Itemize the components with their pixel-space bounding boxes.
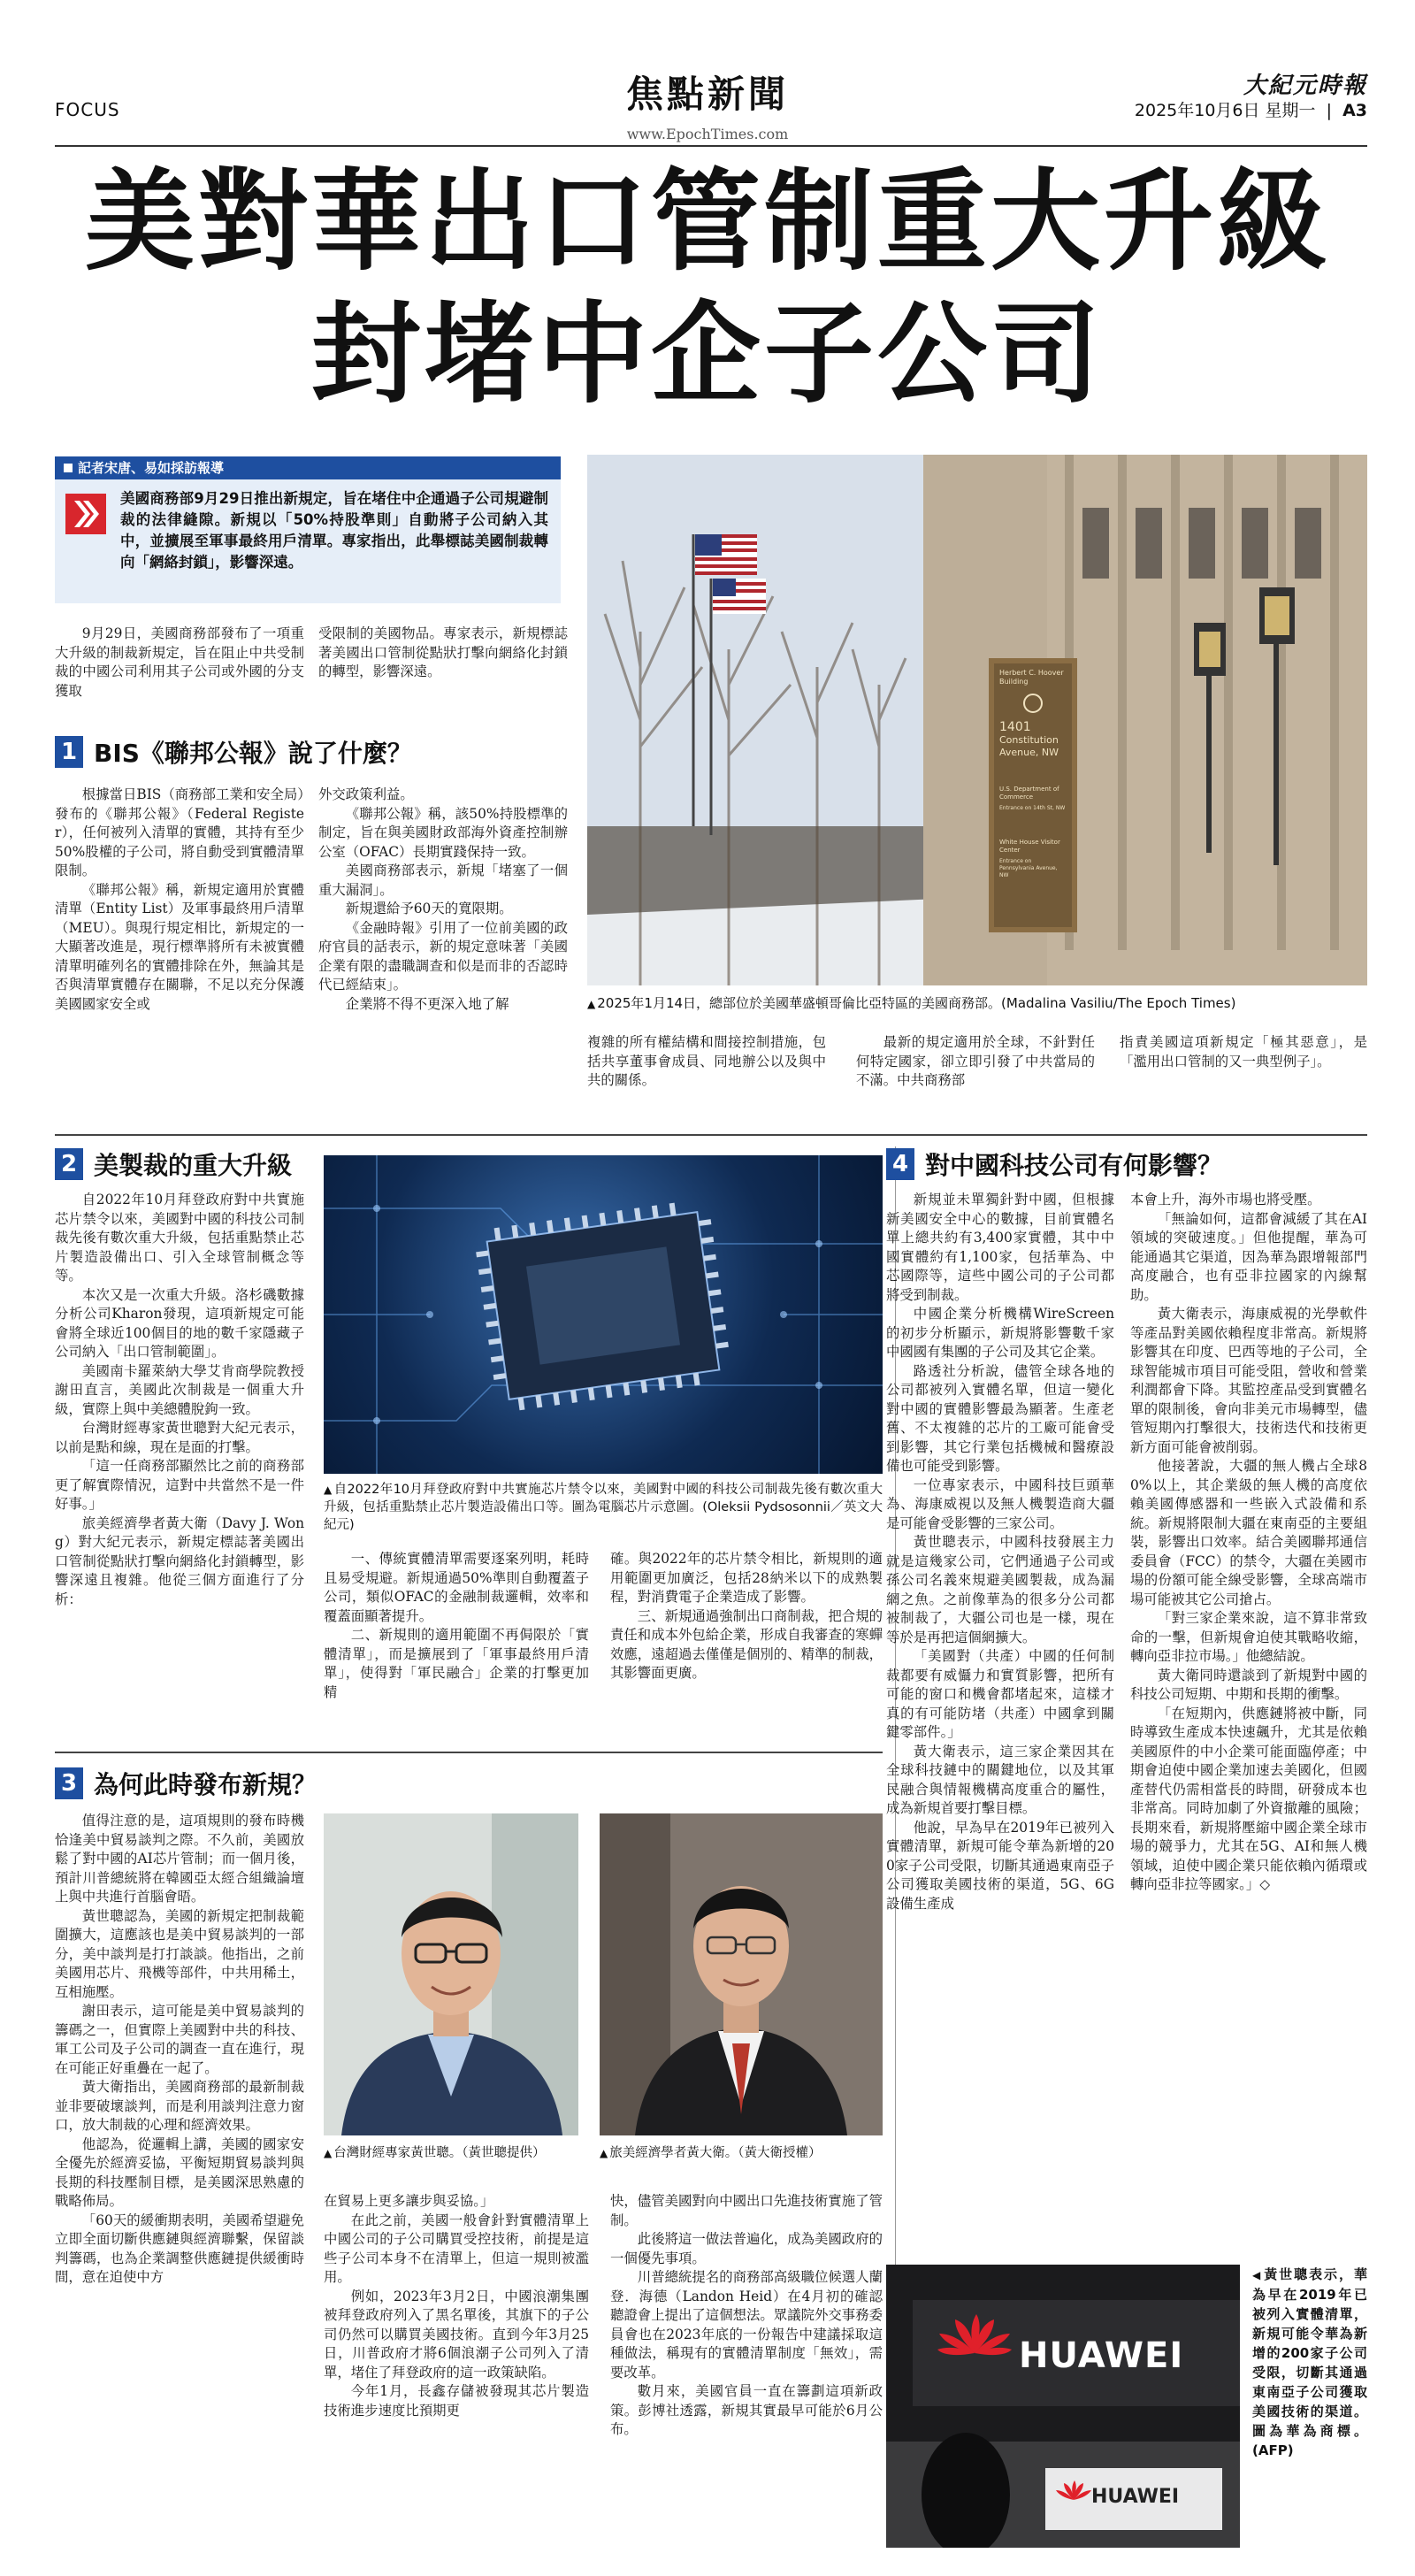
intro-col-1: 9月29日，美國商務部發布了一項重大升級的制裁新規定，旨在阻止中共受制裁的中國公司利用其子公司或外國的分支獲取 (55, 625, 304, 699)
building-sign (996, 665, 1070, 925)
sign-address-number: 1401 (999, 720, 1031, 734)
section-1-col-5: 指責美國這項新規定「極其惡意」，是「濫用出口管制的又一典型例子」。 (1120, 1034, 1367, 1070)
masthead-site-url: www.EpochTimes.com (626, 126, 789, 142)
masthead-divider: | (1326, 101, 1333, 120)
section-3-title: 為何此時發布新規？ (94, 1770, 317, 1799)
section-1-heading (55, 734, 412, 770)
caption-triangle-icon: ▲ (324, 1484, 333, 1496)
masthead-date-line (1026, 97, 1367, 121)
section-1-col-3: 複雜的所有權結構和間接控制措施，包括共享董事會成員、同地辦公以及與中共的關係。 (587, 1034, 826, 1088)
byline: 記者宋唐、易如採訪報導 (78, 460, 225, 476)
masthead-section-title: 焦點新聞 (625, 73, 789, 116)
sign-seal-icon (1023, 694, 1043, 713)
byline-bar (55, 456, 561, 479)
caption-triangle-icon: ▲ (324, 2147, 333, 2159)
section-4-col-1: 新規並未單獨針對中國，但根據新美國安全中心的數據，目前實體名單上總共約有3,400家實體，其中中國實體約有1,100家，包括華為、中芯國際等，這些中國公司的子公司都將受到制裁。 中國企業分析機構WireScreen的初步分析顯示，新規將影響數千家中國國有集團的子公司及其它企業。 路透社分析說，儘管全球各地的公司都被列入實體名單，但這一變化對中國的實體影響最為顯著。生產老舊、不太複雜的芯片的工廠可能會受到影響，其它行業包括機械和醫療設備也可能受到影響。 一位專家表示，中國科技巨頭華為、海康威視以及無人機製造商大疆是可能會受影響的三家公司。 黃世聰表示，中國科技發展主力就是這幾家公司，它們通過子公司或孫公司名義來規避美國製裁，成為漏網之魚。之前像華為的很多分公司都被制裁了，大疆公司也是一樣，現在等於是再把這個網擴大。 「美國對（共產）中國的任何制裁都要有威懾力和實質影響，把所有可能的窗口和機會都堵起來，這樣才真的有可能防堵（共產）中國拿到關鍵零部件。」 黃大衛表示，這三家企業因其在全球科技鏈中的關鍵地位，以及其軍民融合與情報機構高度重合的屬性，成為新規首要打擊目標。 他說，早為早在2019年已被列入實體清單，新規可能令華為新增的200家子公司受限，切斷其通過東南亞子公司獲取美國技術的渠道，5G、6G設備生產成 (886, 1192, 1114, 1912)
section-2-number: 2 (55, 1148, 83, 1180)
section-3-col-2: 在貿易上更多讓步與妥協。」 在此之前，美國一般會針對實體清單上中國公司的子公司購買受控技術，前提是這些子公司本身不在清單上，但這一規則被濫用。 例如，2023年3月2日，中國浪潮集團被拜登政府列入了黑名單後，其旗下的子公司仍然可以購買美國技術。直到今年3月25日，川普政府才將6個浪潮子公司列入了清單，堵住了拜登政府的這一政策缺陷。 今年1月，長鑫存儲被發現其芯片製造技術進步速度比預期更 (324, 2193, 589, 2419)
section-2-col-2: 一、傳統實體清單需要逐案列明，耗時且易受規避。新規通過50%準則自動覆蓋子公司，類似OFAC的金融制裁邏輯，效率和覆蓋面顯著提升。 二、新規則的適用範圍不再侷限於「實體清單」，而是擴展到了「軍事最終用戶清單」，使得對「軍民融合」企業的打擊更加精 (324, 1551, 589, 1700)
caption-triangle-icon: ▲ (600, 2147, 608, 2159)
headline-line-2: 封堵中企子公司 (310, 290, 1104, 418)
divider-mid (55, 1752, 883, 1753)
section-2-col-3: 確。與2022年的芯片禁令相比，新規則的適用範圍更加廣泛，包括28納米以下的成熟製程，對消費電子企業造成了影響。 三、新規通過強制出口商制裁，把合規的責任和成本外包給企業，形成自我審查的寒蟬效應，遠超過去僅僅是個別的、精準的制裁，其影響面更廣。 (610, 1551, 883, 1681)
portrait-1-caption: ▲ 台灣財經專家黃世聰。（黃世聰提供） (324, 2146, 546, 2160)
sign-entrance-2: Entrance on Pennsylvania Avenue, NW (999, 858, 1058, 878)
masthead-section-en: FOCUS (55, 99, 120, 120)
lede-box (55, 479, 561, 603)
section-1-title: BIS《聯邦公報》說了什麼？ (94, 739, 412, 768)
sign-visitor-center: White House Visitor Center (999, 839, 1060, 854)
sign-address-avenue: Avenue, NW (999, 747, 1059, 758)
portrait-huang-da-wei (600, 1813, 883, 2135)
chip-photo (324, 1155, 883, 1474)
huawei-photo-caption: ◀ 黃世聰表示，華為早在2019年已被列入實體清單，新規可能令華為新增的200家子公司受限，切斷其通過東南亞子公司獲取美國技術的渠道。圖為華為商標。(AFP) (1252, 2266, 1367, 2458)
huawei-store-sign: HUAWEI (1091, 2486, 1180, 2508)
section-3-number: 3 (55, 1767, 83, 1799)
intro-col-2: 受限制的美國物品。專家表示，新規標誌著美國出口管制從點狀打擊向網絡化封鎖的轉型，影響深遠。 (318, 625, 568, 679)
portrait-huang-shih-tsung (324, 1813, 578, 2135)
lede-text: 美國商務部9月29日推出新規定，旨在堵住中企通過子公司規避制裁的法律縫隙。新規以「50%持股準則」自動將子公司納入其中，並擴展至軍事最終用戶清單。專家指出，此舉標誌美國制裁轉向「網絡封鎖」，影響深遠。 (120, 490, 548, 571)
byline-square-icon (64, 464, 73, 472)
section-2-col-1: 自2022年10月拜登政府對中共實施芯片禁令以來，美國對中國的科技公司制裁先後有數次重大升級，包括重點禁止芯片製造設備出口、引入全球管制概念等等。 本次又是一次重大升級。洛杉磯數據分析公司Kharon發現，這項新規定可能會將全球近100個目的地的數千家隱藏子公司納入「出口管制範圍」。 美國南卡羅萊納大學艾肯商學院教授謝田直言，美國此次制裁是一個重大升級，實際上與中美總體脫鉤一致。 台灣財經專家黃世聰對大紀元表示，以前是點和線，現在是面的打擊。 「這一任商務部顯然比之前的商務部更了解實際情況，這對中共當然不是一件好事。」 旅美經濟學者黃大衛（Davy J. Wong）對大紀元表示，新規定標誌著美國出口管制從點狀打擊向網絡化封鎖轉型，影響深遠且複雜。他從三個方面進行了分析： (55, 1192, 304, 1607)
masthead-logo: 大紀元時報 (1243, 73, 1367, 99)
sign-entrance: Entrance on 14th St, NW (999, 805, 1066, 811)
section-4-number: 4 (886, 1148, 914, 1180)
section-2-heading (55, 1146, 292, 1182)
commerce-building-photo (587, 455, 1367, 985)
section-4-title: 對中國科技公司有何影響？ (925, 1151, 1223, 1180)
section-4-heading (886, 1146, 1222, 1182)
caption-triangle-left-icon: ◀ (1252, 2269, 1263, 2281)
masthead-date: 2025年10月6日 星期一 (1134, 101, 1316, 120)
sign-address-street: Constitution (999, 734, 1059, 746)
caption-triangle-icon: ▲ (587, 998, 596, 1010)
section-3-heading (55, 1766, 317, 1801)
portrait-2-caption: ▲ 旅美經濟學者黃大衛。（黃大衛授權） (600, 2146, 822, 2160)
section-1-col-1: 根據當日BIS（商務部工業和安全局）發布的《聯邦公報》（Federal Register），任何被列入清單的實體，其持有至少50%股權的子公司，將自動受到實體清單限制。 《聯邦公報》稱，新規定適用於實體清單（Entity List）及軍事最終用戶清單（MEU）。與現行規定相比，新規定的一大顯著改進是，現行標準將所有未被實體清單明確列名的實體排除在外，無論其是否與清單實體存在關聯，不足以充分保護美國國家安全或 (55, 786, 304, 1012)
section-4-col-2: 本會上升，海外市場也將受壓。 「無論如何，這都會減緩了其在AI領域的突破速度。」但他提醒，華為可能通過其它渠道，因為華為跟增報部門高度融合，也有亞非拉國家的內線幫助。 黃大衛表示，海康威視的光學軟件等產品對美國依賴程度非常高。新規將影響其在印度、巴西等地的子公司，全球智能城市項目可能受阻，營收和營業利潤都會下降。其監控產品受到實體名單的限制後，會向非美元市場轉型，儘管短期內打擊很大，技術迭代和技術更新方面可能會被削弱。 他接著說，大疆的無人機占全球80%以上，其企業級的無人機的高度依賴美國傳感器和一些嵌入式設備和系統。新規將限制大疆在東南亞的主要組裝，影響出口效率。結合美國聯邦通信委員會（FCC）的禁令，大疆在美國市場的份額可能全線受影響，全球高端市場可能被其它公司搶占。 「對三家企業來說，這不算非常致命的一擊，但新規會迫使其戰略收縮，轉向亞非拉市場。」他總結說。 黃大衛同時還談到了新規對中國的科技公司短期、中期和長期的衝擊。 「在短期內，供應鏈將被中斷，同時導致生產成本快速飆升，尤其是依賴美國原件的中小企業可能面臨停產；中期會迫使中國企業加速去美國化，但國產替代仍需相當長的時間，研發成本也非常高。同時加劇了外資撤離的風險；長期來看，新規將壓縮中國企業全球市場的競爭力，尤其在5G、AI和無人機領域，迫使中國企業只能依賴內循環或轉向亞非拉等國家。」◇ (1130, 1192, 1367, 1892)
sign-department: U.S. Department of Commerce (999, 786, 1059, 801)
section-1-col-4: 最新的規定適用於全球，不針對任何特定國家，卻立即引發了中共當局的不滿。中共商務部 (856, 1034, 1095, 1088)
commerce-photo-caption: ▲ 2025年1月14日，總部位於美國華盛頓哥倫比亞特區的美國商務部。(Madalina Vasiliu/The Epoch Times) (587, 995, 1236, 1011)
headline (0, 156, 1415, 421)
huawei-logo-text: HUAWEI (1019, 2335, 1184, 2376)
section-1-col-2: 外交政策利益。 《聯邦公報》稱，該50%持股標準的制定，旨在與美國財政部海外資產控制辦公室（OFAC）長期實踐保持一致。 美國商務部表示，新規「堵塞了一個重大漏洞」。 新規還給予60天的寬限期。 《金融時報》引用了一位前美國的政府官員的話表示，新的規定意味著「美國企業有限的盡職調查和似是而非的否認時代已經結束」。 企業將不得不更深入地了解 (318, 786, 568, 1012)
sign-building-name: Herbert C. Hoover Building (999, 669, 1064, 686)
section-1-number: 1 (55, 736, 83, 768)
huawei-photo (886, 2265, 1240, 2548)
masthead-page: A3 (1342, 101, 1367, 120)
masthead-rule (55, 145, 1367, 147)
section-2-title: 美製裁的重大升級 (94, 1151, 293, 1180)
divider-top (55, 1134, 1367, 1136)
section-3-col-1: 值得注意的是，這項規則的發布時機恰逢美中貿易談判之際。不久前，美國放鬆了對中國的AI芯片管制；而一個月後，預計川普總統將在韓國亞太經合組織論壇上與中共進行首腦會晤。 黃世聰認為，美國的新規定把制裁範圍擴大，這應該也是美中貿易談判的一部分，美中談判是打打談談。他指出，之前美國用芯片、飛機等部件，中共用稀土，互相施壓。 謝田表示，這可能是美中貿易談判的籌碼之一，但實際上美國對中共的科技、軍工公司及子公司的調查一直在進行，現在可能正好重疊在一起了。 黃大衛指出，美國商務部的最新制裁並非要破壞談判，而是利用談判注意力窗口，放大制裁的心理和經濟效果。 他認為，從邏輯上講，美國的國家安全優先於經濟妥協，平衡短期貿易談判與長期的科技壓制目標，是美國深思熟慮的戰略佈局。 「60天的緩衝期表明，美國希望避免立即全面切斷供應鏈與經濟聯繫，保留談判籌碼，也為企業調整供應鏈提供緩衝時間，意在迫使中方 (55, 1813, 304, 2285)
lede-arrow-icon (65, 494, 106, 534)
section-3-col-3: 快，儘管美國對向中國出口先進技術實施了管制。 此後將這一做法普遍化，成為美國政府的一個優先事項。 川普總統提名的商務部高級職位候選人蘭登．海德（Landon Heid）在4月初的確認聽證會上提出了這個想法。眾議院外交事務委員會也在2023年底的一份報告中建議採取這種做法，稱現有的實體清單制度「無效」，需要改革。 數月來，美國官員一直在籌劃這項新政策。彭博社透露，新規其實最早可能於6月公布。 (610, 2193, 883, 2437)
chip-photo-caption: ▲ 自2022年10月拜登政府對中共實施芯片禁令以來，美國對中國的科技公司制裁先後有數次重大升級，包括重點禁止芯片製造設備出口等。圖為電腦芯片示意圖。(Oleksii Pydsosonnii／英文大紀元) (324, 1483, 883, 1532)
headline-line-1: 美對華出口管制重大升級 (84, 157, 1330, 286)
